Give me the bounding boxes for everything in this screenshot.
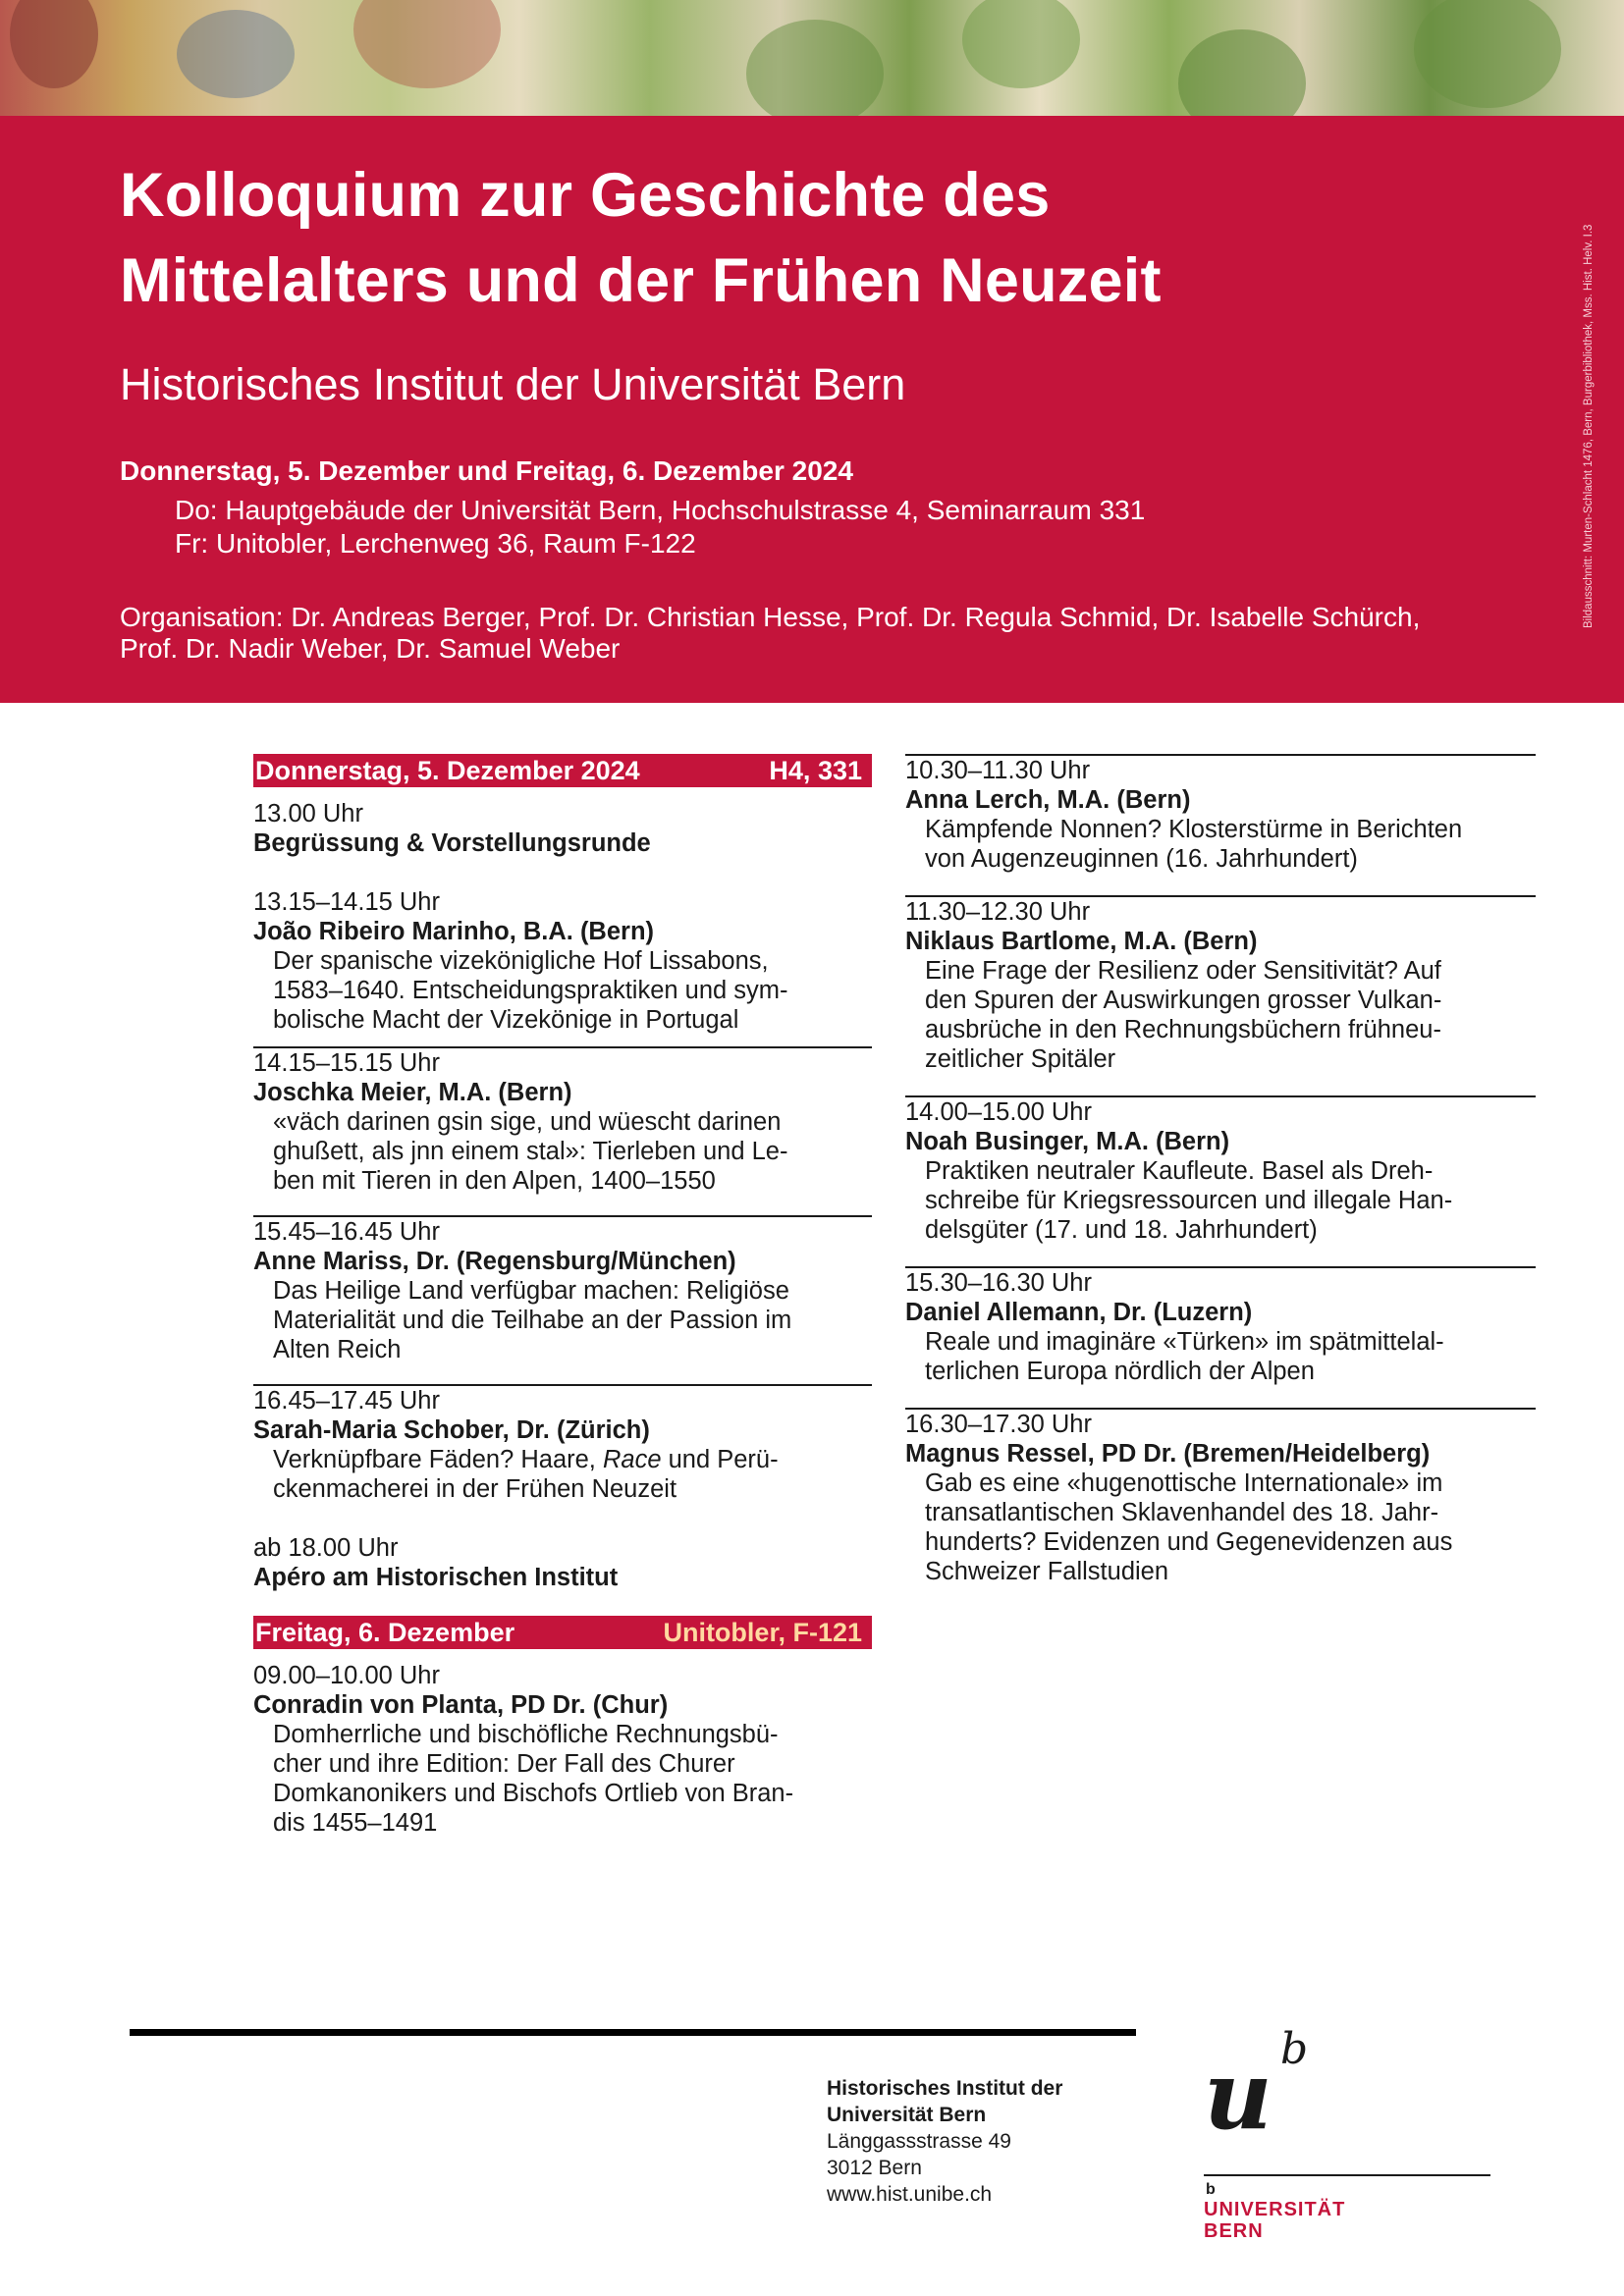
- entry-time: 15.30–16.30 Uhr: [905, 1269, 1092, 1297]
- program-column-right: [905, 754, 1536, 1586]
- entry-time: 14.15–15.15 Uhr: [253, 1049, 440, 1077]
- program-entry: [905, 756, 1536, 874]
- logo-u: u: [1204, 2040, 1272, 2140]
- entry-time: 15.45–16.45 Uhr: [253, 1218, 440, 1246]
- program-entry: [253, 887, 872, 1035]
- program-entry: [253, 1533, 872, 1592]
- entry-speaker: Joschka Meier, M.A. (Bern): [253, 1079, 572, 1106]
- entry-time: 10.30–11.30 Uhr: [905, 757, 1091, 784]
- day-header-room: H4, 331: [769, 756, 862, 785]
- entry-title: Praktiken neutraler Kaufleute. Basel als Dreh- schreibe für Kriegsressourcen und illegale Han- delsgüter (17. und 18. Jahrhundert): [925, 1157, 1453, 1244]
- entry-speaker: Apéro am Historischen Institut: [253, 1564, 619, 1591]
- entry-speaker: Anne Mariss, Dr. (Regensburg/München): [253, 1248, 736, 1275]
- entry-title: Das Heilige Land verfügbar machen: Religiöse Materialität und die Teilhabe an der Passion im Alten Reich: [273, 1277, 792, 1363]
- title-line-1: Kolloquium zur Geschichte des: [120, 161, 1051, 230]
- entry-speaker: Noah Businger, M.A. (Bern): [905, 1128, 1230, 1155]
- entry-title: Reale und imaginäre «Türken» im spätmittelal- terlichen Europa nördlich der Alpen: [925, 1328, 1444, 1385]
- entry-speaker: Anna Lerch, M.A. (Bern): [905, 786, 1191, 814]
- address-line: Universität Bern: [827, 2104, 987, 2126]
- entry-title: Kämpfende Nonnen? Klosterstürme in Berichten von Augenzeuginnen (16. Jahrhundert): [925, 816, 1463, 873]
- event-dates: Donnerstag, 5. Dezember und Freitag, 6. Dezember 2024: [120, 455, 853, 486]
- entry-speaker: Begrüssung & Vorstellungsrunde: [253, 829, 651, 857]
- university-logo-icon: [1202, 2022, 1320, 2140]
- image-credit: Bildausschnitt: Murten-Schlacht 1476, Bern, Burgerbibliothek, Mss. Hist. Helv. I.3: [1583, 224, 1595, 628]
- organisation: [120, 602, 1563, 665]
- program-entry: [253, 1661, 872, 1838]
- logo-b: b: [1280, 2024, 1309, 2074]
- entry-time: 13.15–14.15 Uhr: [253, 888, 440, 916]
- venue-thursday: Do: Hauptgebäude der Universität Bern, Hochschulstrasse 4, Seminarraum 331: [175, 495, 1146, 525]
- footer-rule: [130, 2029, 1136, 2036]
- institute-address: [827, 2075, 1062, 2208]
- entry-speaker: Sarah-Maria Schober, Dr. (Zürich): [253, 1416, 650, 1444]
- university-wordmark: UNIVERSITÄT BERN: [1204, 2199, 1346, 2242]
- program-column-left: [253, 754, 872, 1838]
- entry-title: Der spanische vizekönigliche Hof Lissabons, 1583–1640. Entscheidungspraktiken und sym- bolische Macht der Vizekönige in Portugal: [273, 947, 788, 1034]
- header-illustration: [0, 0, 1624, 116]
- entry-title: Verknüpfbare Fäden? Haare, Race und Perü- ckenmacherei in der Frühen Neuzeit: [273, 1446, 779, 1503]
- entry-time: 13.00 Uhr: [253, 800, 363, 828]
- title-banner: [0, 116, 1624, 703]
- day-header-label: Freitag, 6. Dezember: [255, 1618, 515, 1647]
- entry-title: «väch darinen gsin sige, und wüescht darinen ghußett, als jnn einem stal»: Tierleben und Le- ben mit Tieren in den Alpen, 1400–1550: [273, 1108, 788, 1195]
- program-entry: [253, 1217, 872, 1364]
- address-line: 3012 Bern: [827, 2157, 922, 2179]
- program-entry: [905, 1268, 1536, 1386]
- entry-time: 16.30–17.30 Uhr: [905, 1411, 1092, 1438]
- address-line: Historisches Institut der: [827, 2077, 1063, 2100]
- page-title: [120, 153, 1494, 324]
- program-entry: [253, 1386, 872, 1504]
- entry-time: ab 18.00 Uhr: [253, 1534, 399, 1562]
- entry-speaker: Daniel Allemann, Dr. (Luzern): [905, 1299, 1253, 1326]
- entry-speaker: Magnus Ressel, PD Dr. (Bremen/Heidelberg): [905, 1440, 1431, 1468]
- organisation-line-2: Prof. Dr. Nadir Weber, Dr. Samuel Weber: [120, 633, 621, 664]
- entry-title: Domherrliche und bischöfliche Rechnungsbü- cher und ihre Edition: Der Fall des Churer Domkanonikers und Bischofs Ortlieb von Bran- dis 1455–1491: [273, 1721, 794, 1837]
- entry-time: 09.00–10.00 Uhr: [253, 1662, 440, 1689]
- day-header-friday: [253, 1616, 872, 1649]
- organisation-line-1: Organisation: Dr. Andreas Berger, Prof. Dr. Christian Hesse, Prof. Dr. Regula Schmid, Dr. Isabelle Schürch,: [120, 602, 1421, 632]
- program-entry: [905, 1097, 1536, 1245]
- program-entry: [905, 1410, 1536, 1586]
- day-header-thursday: [253, 754, 872, 787]
- entry-speaker: Niklaus Bartlome, M.A. (Bern): [905, 928, 1258, 955]
- entry-speaker: João Ribeiro Marinho, B.A. (Bern): [253, 918, 655, 945]
- day-header-label: Donnerstag, 5. Dezember 2024: [255, 756, 640, 785]
- logo-small-b: b: [1206, 2181, 1216, 2198]
- entry-speaker: Conradin von Planta, PD Dr. (Chur): [253, 1691, 669, 1719]
- program-entry: [253, 799, 872, 858]
- entry-time: 11.30–12.30 Uhr: [905, 898, 1091, 926]
- venue-friday: Fr: Unitobler, Lerchenweg 36, Raum F-122: [175, 528, 696, 559]
- title-line-2: Mittelalters und der Frühen Neuzeit: [120, 246, 1162, 315]
- logo-rule: [1204, 2174, 1490, 2176]
- entry-time: 16.45–17.45 Uhr: [253, 1387, 440, 1415]
- program-entry: [905, 897, 1536, 1074]
- day-header-room: Unitobler, F-121: [663, 1618, 862, 1647]
- entry-title: Gab es eine «hugenottische Internationale» im transatlantischen Sklavenhandel des 18. Jahr- hunderts? Evidenzen und Gegenevidenzen aus Schweizer Fallstudien: [925, 1469, 1453, 1585]
- website-link[interactable]: www.hist.unibe.ch: [827, 2183, 993, 2206]
- address-line: Länggassstrasse 49: [827, 2130, 1011, 2153]
- institute-subtitle: Historisches Institut der Universität Bern: [120, 359, 906, 409]
- entry-time: 14.00–15.00 Uhr: [905, 1098, 1092, 1126]
- entry-title: Eine Frage der Resilienz oder Sensitivität? Auf den Spuren der Auswirkungen grosser Vulkan- ausbrüche in den Rechnungsbüchern frühneu- zeitlicher Spitäler: [925, 957, 1442, 1073]
- program-entry: [253, 1048, 872, 1196]
